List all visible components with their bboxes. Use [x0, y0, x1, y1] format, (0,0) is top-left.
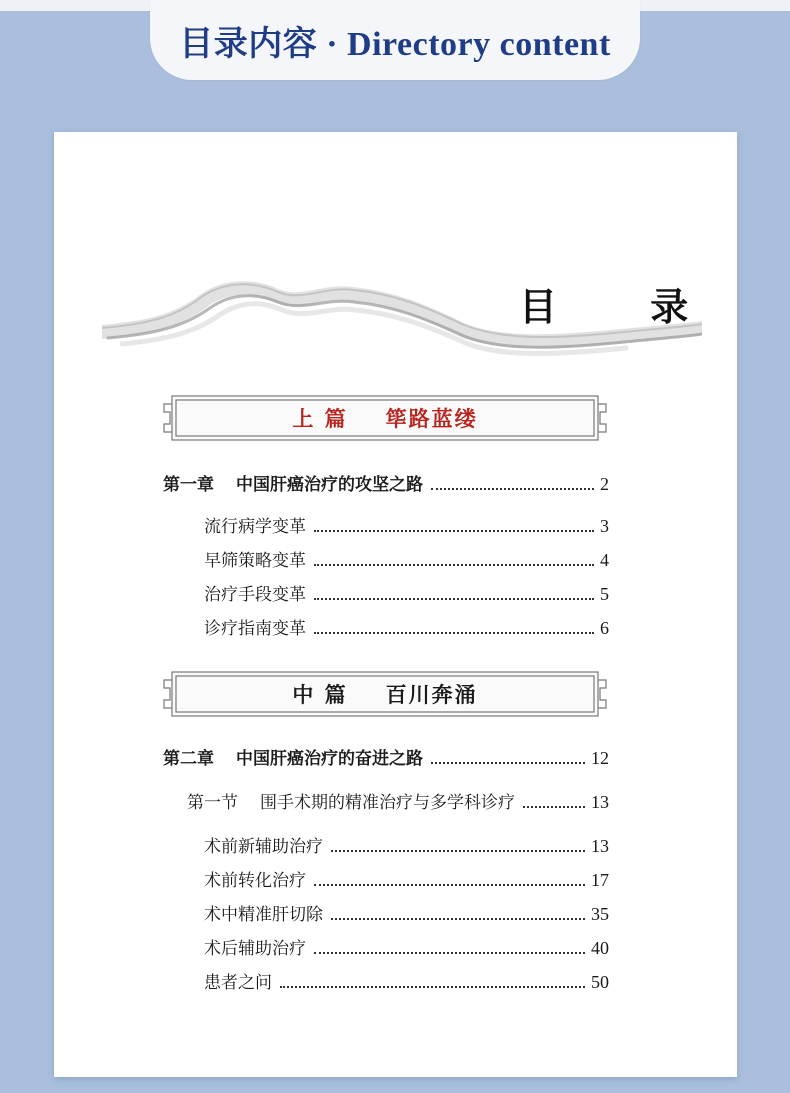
entry-title: 治疗手段变革 — [204, 585, 306, 605]
page-number: 5 — [600, 584, 609, 604]
page-number: 4 — [600, 550, 609, 570]
toc-chapter-2[interactable] — [163, 744, 609, 769]
header-tab — [150, 0, 640, 80]
toc-entry[interactable] — [204, 512, 609, 537]
chapter-number: 第二章 — [163, 749, 214, 769]
dot-leader — [523, 806, 585, 808]
subsection-title: 围手术期的精准治疗与多学科诊疗 — [260, 793, 515, 813]
dot-leader — [314, 530, 594, 532]
section-part-label: 上 篇 — [292, 407, 348, 431]
section-name: 百川奔涌 — [385, 683, 478, 707]
section-banner-1 — [160, 390, 610, 446]
toc-subsection[interactable] — [187, 788, 609, 813]
page-number: 40 — [591, 938, 609, 958]
page-number: 35 — [591, 904, 609, 924]
dot-leader — [314, 598, 594, 600]
section-name: 筚路蓝缕 — [385, 407, 478, 431]
page-number: 50 — [591, 972, 609, 992]
toc-entry[interactable] — [204, 866, 609, 891]
page-number: 13 — [591, 792, 609, 812]
section-banner-2 — [160, 666, 610, 722]
chapter-title: 中国肝癌治疗的攻坚之路 — [236, 475, 423, 495]
dot-leader — [331, 850, 585, 852]
entry-title: 诊疗指南变革 — [204, 619, 306, 639]
toc-entry[interactable] — [204, 832, 609, 857]
toc-page — [54, 132, 737, 1077]
dot-leader — [431, 762, 585, 764]
dot-leader — [314, 632, 594, 634]
entry-title: 术中精准肝切除 — [204, 905, 323, 925]
entry-title: 术前新辅助治疗 — [204, 837, 323, 857]
entry-title: 术前转化治疗 — [204, 871, 306, 891]
toc-entry[interactable] — [204, 580, 609, 605]
toc-entry[interactable] — [204, 546, 609, 571]
chapter-number: 第一章 — [163, 475, 214, 495]
section-part-label: 中 篇 — [292, 683, 348, 707]
dot-leader — [431, 488, 594, 490]
page-title: 目 录 — [519, 285, 729, 329]
toc-entry[interactable] — [204, 934, 609, 959]
header-title: 目录内容 · Directory content — [179, 25, 611, 63]
toc-entry[interactable] — [204, 614, 609, 639]
toc-entry[interactable] — [204, 968, 609, 993]
page-number: 2 — [600, 474, 609, 494]
chapter-title: 中国肝癌治疗的奋进之路 — [236, 749, 423, 769]
page-number: 6 — [600, 618, 609, 638]
page-number: 17 — [591, 870, 609, 890]
dot-leader — [280, 986, 585, 988]
dot-leader — [314, 564, 594, 566]
page-number: 13 — [591, 836, 609, 856]
page-number: 12 — [591, 748, 609, 768]
dot-leader — [314, 884, 585, 886]
subsection-number: 第一节 — [187, 793, 238, 813]
entry-title: 流行病学变革 — [204, 517, 306, 537]
dot-leader — [314, 952, 585, 954]
entry-title: 患者之问 — [204, 973, 272, 993]
page-number: 3 — [600, 516, 609, 536]
entry-title: 早筛策略变革 — [204, 551, 306, 571]
entry-title: 术后辅助治疗 — [204, 939, 306, 959]
toc-chapter-1[interactable] — [163, 470, 609, 495]
dot-leader — [331, 918, 585, 920]
toc-entry[interactable] — [204, 900, 609, 925]
